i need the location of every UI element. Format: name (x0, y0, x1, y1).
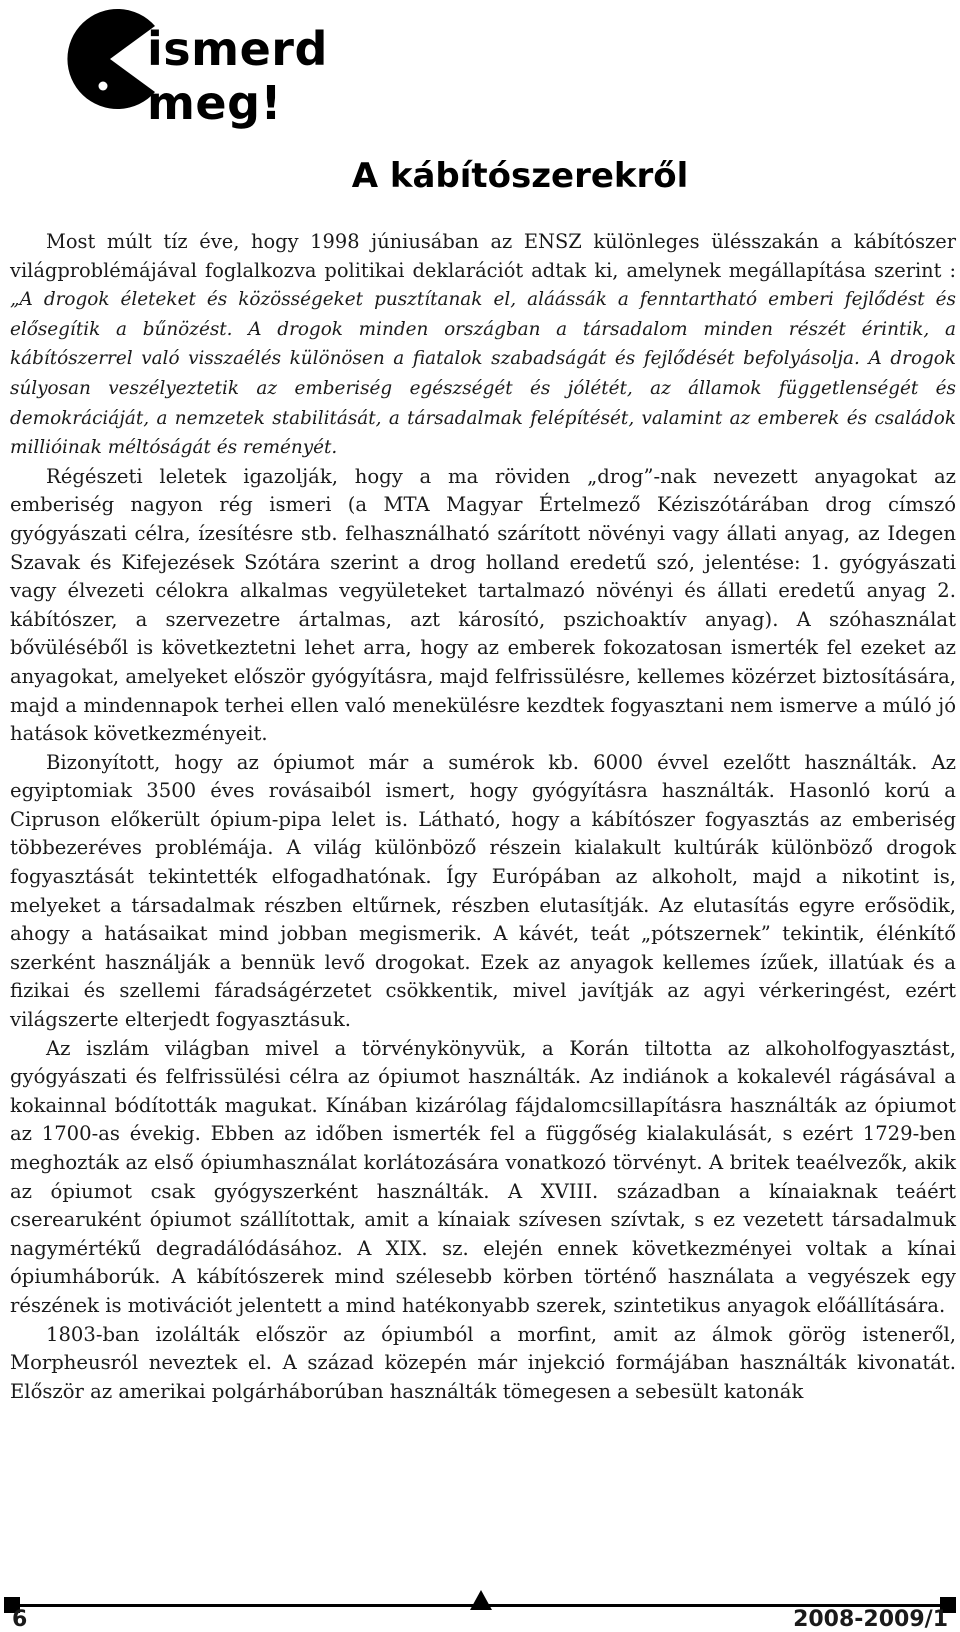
intro-lead-text: Most múlt tíz éve, hogy 1998 júniusában az ENSZ különleges ülésszakán a kábítószer világproblémájával foglalkozva politikai deklarációt adtak ki, amelynek megállapítása szerint : (10, 230, 956, 282)
article-body (10, 228, 956, 1406)
page-number: 6 (12, 1607, 28, 1632)
article-title: A kábítószerekről (351, 156, 689, 196)
section-logo-text: ismerd meg! (147, 22, 328, 130)
body-paragraph: 1803-ban izolálták először az ópiumból a morfint, amit az álmok görög isteneről, Morpheusról neveztek el. A század közepén már injekció formájában használták kivonatát. Először az amerikai polgárháborúban használták tömegesen a sebesült katonák (10, 1322, 956, 1403)
body-paragraph: Bizonyított, hogy az ópiumot már a sumérok kb. 6000 évvel ezelőtt használták. Az egyiptomiak 3500 éves rovásaiból ismert, hogy gyógyításra használták. Hasonló korú a Cipruson előkerült ópium-pipa lelet is. Látható, hogy a kábítószer fogyasztás az emberiség többezeréves problémája. A világ különböző részein kialakult kultúrák különböző drogok fogyasztását tekintették elfogadhatónak. Így Európában az alkoholt, majd a nikotint is, melyeket a társadalmak részben eltűrnek, részben elutasítják. Az elutasítás egyre erősödik, ahogy a hatásaikat mind jobban megismerik. A kávét, teát „pótszernek” tekintik, élénkítő szerként használják a bennük levő drogokat. Ezek az anyagok kellemes ízűek, illatúak és a fizikai és szellemi fáradságérzetet csökkentik, mivel javítják az agyi vérkeringést, ezért világszerte elterjedt fogyasztásuk. (10, 750, 956, 1032)
body-paragraph: Az iszlám világban mivel a törvénykönyvük, a Korán tiltotta az alkoholfogyasztást, gyógyászati és felfrissülési célra az ópiumot használták. Az indiánok a kokalevél rágásával a kokainnal bódították magukat. Kínában kizárólag fájdalomcsillapításra használták az ópiumot az 1700-as évekig. Ebben az időben ismerték fel a függőség kialakulását, s ezért 1729-ben meghozták az első ópiumhasználat korlátozására vonatkozó törvényt. A britek teaélvezők, akik az ópiumot csak gyógyszerként használták. A XVIII. században a kínaiaknak teáért cserearuként ópiumot szállítottak, amit a kínaiak szívesen szívtak, s ez vezetett társadalmuk nagymértékű degradálódásához. A XIX. sz. elején ennek következményei voltak a kínai ópiumháborúk. A kábítószerek mind szélesebb körben történő használata a vegyészek egy részének is motivációt jelentett a mind hatékonyabb szerek, szintetikus anyagok előállítására. (10, 1036, 956, 1317)
issue-label: 2008-2009/1 (793, 1607, 948, 1632)
triangle-marker-icon (470, 1590, 492, 1610)
intro-paragraph (10, 228, 956, 463)
body-paragraph: Régészeti leletek igazolják, hogy a ma röviden „drog”-nak nevezett anyagokat az emberiség nagyon rég ismeri (a MTA Magyar Értelmező Kéziszótárában drog címszó gyógyászati célra, ízesítésre stb. felhasználható szárított növényi vagy állati anyag, az Idegen Szavak és Kifejezések Szótára szerint a drog holland eredetű szó, jelentése: 1. gyógyászati vagy élvezeti célokra alkalmas vegyületeket tartalmazó növényi és állati eredetű anyag 2. kábítószer, a szervezetre ártalmas, azt károsító, pszichoaktív anyag). A szóhasználat bővüléséből is következtetni lehet arra, hogy az emberek fokozatosan ismerték fel ezeket az anyagokat, amelyeket először gyógyításra, majd felfrissülésre, kellemes közérzet biztosítására, majd a mindennapok terhei ellen való menekülésre kezdtek fogyasztani nem ismerve a múló jó hatások következményeit. (10, 464, 956, 746)
magazine-section-logo (55, 4, 445, 130)
page-footer (0, 1590, 960, 1630)
un-declaration-quote: „A drogok életeket és közösségeket pusztítanak el, aláássák a fenntartható emberi fejlődést és elősegítik a bűnözést. A drogok minden országban a társadalom minden részét érintik, a kábítószerrel való visszaélés különösen a fiatalok szabadságát és fejlődését befolyásolja. A drogok súlyosan veszélyeztetik az emberiség egészségét és jólétét, az államok függetlenségét és demokráciáját, a nemzetek stabilitását, a társadalmak felépítését, valamint az emberek és családok millióinak méltóságát és reményét. (10, 289, 956, 459)
